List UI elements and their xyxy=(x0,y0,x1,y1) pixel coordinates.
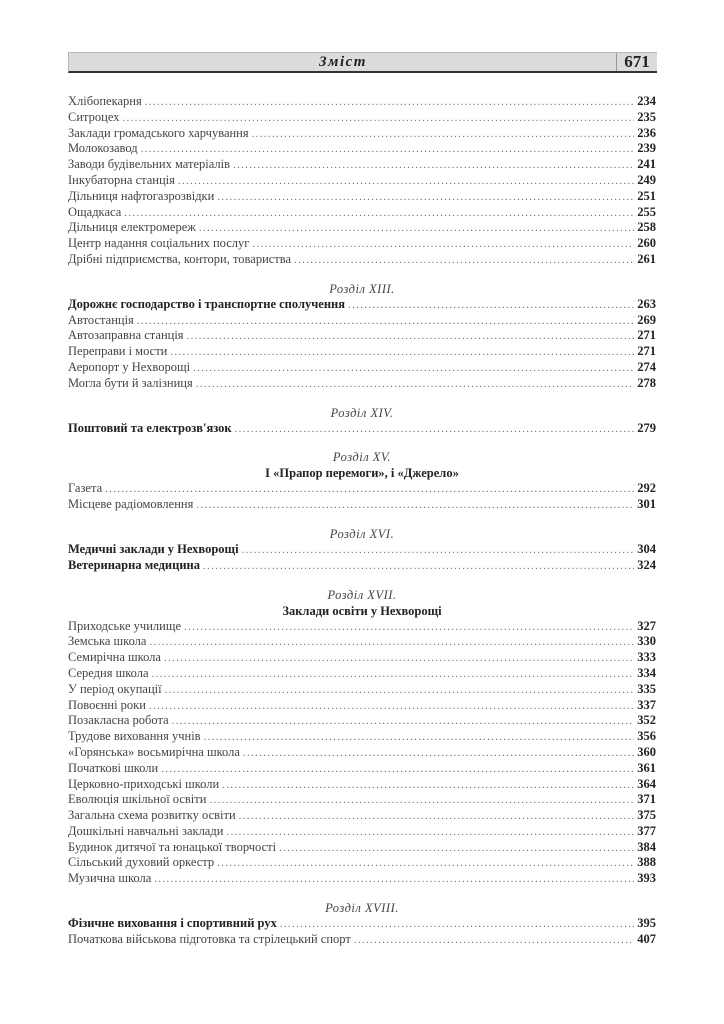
dot-leader xyxy=(279,841,634,856)
toc-entry-page: 269 xyxy=(637,312,656,327)
toc-entry-page: 388 xyxy=(637,855,656,870)
toc-entry-title: Приходське училище xyxy=(68,618,182,633)
toc-entry[interactable] xyxy=(68,666,656,682)
dot-leader xyxy=(149,635,634,650)
toc-entry-page: 263 xyxy=(637,296,656,311)
section-title: І «Прапор перемоги», і «Джерело» xyxy=(265,466,459,481)
toc-section xyxy=(68,281,656,392)
toc-entry-page: 384 xyxy=(637,839,656,854)
toc-entry-title: Еволюція шкільної освіти xyxy=(68,792,207,807)
toc-entry[interactable] xyxy=(68,729,656,745)
toc-entry[interactable] xyxy=(68,619,656,635)
toc-entry-title: Початкові школи xyxy=(68,760,159,775)
section-label: Розділ XVI. xyxy=(329,526,395,541)
toc-entry[interactable] xyxy=(68,745,656,761)
toc-entry-page: 258 xyxy=(637,220,656,235)
toc-entry[interactable] xyxy=(68,141,656,157)
dot-leader xyxy=(145,95,635,110)
toc-entry-title: Центр надання соціальних послуг xyxy=(68,236,250,251)
toc-entry[interactable] xyxy=(68,376,656,392)
toc-entry-page: 393 xyxy=(637,871,656,886)
toc-entry[interactable] xyxy=(68,855,656,871)
toc-entry[interactable] xyxy=(68,650,656,666)
section-label: Розділ XVII. xyxy=(327,587,397,602)
section-label: Розділ XIII. xyxy=(329,281,395,296)
toc-entry[interactable] xyxy=(68,777,656,793)
section-label: Розділ XIV. xyxy=(330,405,394,420)
dot-leader xyxy=(105,482,634,497)
dot-leader xyxy=(196,377,635,392)
toc-entry-page: 334 xyxy=(637,665,656,680)
toc-entry-title: Позакласна робота xyxy=(68,713,169,728)
dot-leader xyxy=(294,253,634,268)
toc-entry-title: Початкова військова підготовка та стрілецький спорт xyxy=(68,931,351,946)
toc-entry-title: Дільниця електромереж xyxy=(68,220,196,235)
toc-entry-page: 335 xyxy=(637,681,656,696)
dot-leader xyxy=(137,314,634,329)
toc-section xyxy=(68,587,656,888)
toc-entry-page: 241 xyxy=(637,157,656,172)
toc-entry-title: Молокозавод xyxy=(68,141,138,156)
toc-entry-page: 234 xyxy=(637,94,656,108)
toc-entry-title: Дошкільні навчальні заклади xyxy=(68,823,224,838)
toc-entry[interactable] xyxy=(68,761,656,777)
toc-entry-page: 249 xyxy=(637,172,656,187)
dot-leader xyxy=(149,699,634,714)
toc-entry-page: 364 xyxy=(637,776,656,791)
toc-entry[interactable] xyxy=(68,360,656,376)
toc-entry-title: Фізичне виховання і спортивний рух xyxy=(68,916,277,931)
toc-entry[interactable] xyxy=(68,824,656,840)
toc-entry[interactable] xyxy=(68,542,656,558)
dot-leader xyxy=(252,237,634,252)
toc-entry-page: 377 xyxy=(637,823,656,838)
toc-entry[interactable] xyxy=(68,634,656,650)
toc-entry-page: 360 xyxy=(637,744,656,759)
toc-entry-title: Хлібопекарня xyxy=(68,94,142,108)
toc-entry-title: Семирічна школа xyxy=(68,650,161,665)
dot-leader xyxy=(141,142,635,157)
dot-leader xyxy=(164,651,634,666)
toc-entry-page: 261 xyxy=(637,251,656,266)
toc-entry-title: Ветеринарна медицина xyxy=(68,557,200,572)
toc-entry-title: Дрібні підприємства, контори, товариства xyxy=(68,251,292,266)
toc-entry-title: Переправи і мости xyxy=(68,344,168,359)
dot-leader xyxy=(154,872,634,887)
toc-section xyxy=(68,405,656,437)
toc-entry[interactable] xyxy=(68,421,656,437)
toc-entry-page: 407 xyxy=(637,931,656,946)
toc-entry-page: 251 xyxy=(637,188,656,203)
toc-entry-page: 239 xyxy=(637,141,656,156)
dot-leader xyxy=(199,221,634,236)
toc-entry[interactable] xyxy=(68,94,656,110)
dot-leader xyxy=(239,809,635,824)
toc-section xyxy=(68,449,656,513)
header-title: Зміст xyxy=(319,54,367,70)
dot-leader xyxy=(165,683,635,698)
toc-entry[interactable] xyxy=(68,682,656,698)
section-label: Розділ XVIII. xyxy=(325,901,399,916)
toc-entry[interactable] xyxy=(68,481,656,497)
toc-entry-title: Земська школа xyxy=(68,634,147,649)
toc-entry-title: Поштовий та електрозв'язок xyxy=(68,420,232,435)
toc-entry-page: 324 xyxy=(637,557,656,572)
dot-leader xyxy=(184,620,634,635)
dot-leader xyxy=(172,714,635,729)
toc-entry[interactable] xyxy=(68,871,656,887)
toc-entry-title: Повоєнні роки xyxy=(68,697,146,712)
toc-entry[interactable] xyxy=(68,220,656,236)
dot-leader xyxy=(354,933,634,948)
toc-entry-title: Газета xyxy=(68,481,103,496)
toc-entry[interactable] xyxy=(68,236,656,252)
toc-entry[interactable] xyxy=(68,344,656,360)
dot-leader xyxy=(124,206,634,221)
toc-entry-page: 327 xyxy=(637,618,656,633)
toc-entry[interactable] xyxy=(68,713,656,729)
toc-entry-page: 375 xyxy=(637,808,656,823)
toc-entry[interactable] xyxy=(68,297,656,313)
toc-entry-title: Аеропорт у Нехворощі xyxy=(68,359,191,374)
toc-entry[interactable] xyxy=(68,328,656,344)
toc-entry-title: Дільниця нафтогазрозвідки xyxy=(68,188,215,203)
toc-entry-page: 337 xyxy=(637,697,656,712)
toc-section xyxy=(68,526,656,574)
toc-entry-title: Середня школа xyxy=(68,665,149,680)
toc-entry-page: 304 xyxy=(637,541,656,556)
toc-entry-title: «Горянська» восьмирічна школа xyxy=(68,744,240,759)
toc-entry-page: 361 xyxy=(637,760,656,775)
dot-leader xyxy=(178,174,634,189)
dot-leader xyxy=(348,298,634,313)
running-header xyxy=(68,52,657,73)
toc-entry-title: У період окупації xyxy=(68,681,162,696)
toc-entry-page: 271 xyxy=(637,344,656,359)
toc-entry[interactable] xyxy=(68,792,656,808)
dot-leader xyxy=(235,422,635,437)
dot-leader xyxy=(187,329,635,344)
dot-leader xyxy=(217,190,634,205)
toc-entry-title: Сільський духовий оркестр xyxy=(68,855,215,870)
toc-entry[interactable] xyxy=(68,205,656,221)
dot-leader xyxy=(226,825,634,840)
dot-leader xyxy=(170,345,634,360)
toc-entry-page: 292 xyxy=(637,481,656,496)
toc-entry-title: Загальна схема розвитку освіти xyxy=(68,808,236,823)
toc-entry-title: Заклади громадського харчування xyxy=(68,125,249,140)
toc-entry-title: Трудове виховання учнів xyxy=(68,729,201,744)
toc-entry-title: Ситроцех xyxy=(68,109,120,124)
toc-entry[interactable] xyxy=(68,932,656,948)
toc-entry-page: 352 xyxy=(637,713,656,728)
dot-leader xyxy=(242,543,635,558)
section-title: Заклади освіти у Нехворощі xyxy=(282,603,442,618)
toc-entry[interactable] xyxy=(68,126,656,142)
table-of-contents xyxy=(68,94,656,948)
toc-entry-page: 278 xyxy=(637,375,656,390)
toc-entry[interactable] xyxy=(68,497,656,513)
toc-entry-title: Церковно-приходські школи xyxy=(68,776,220,791)
toc-entry-page: 255 xyxy=(637,204,656,219)
toc-entry[interactable] xyxy=(68,313,656,329)
toc-entry-page: 236 xyxy=(637,125,656,140)
toc-entry-title: Музична школа xyxy=(68,871,152,886)
toc-entry[interactable] xyxy=(68,558,656,574)
section-label: Розділ XV. xyxy=(332,450,392,465)
toc-entry[interactable] xyxy=(68,252,656,268)
toc-entry-page: 235 xyxy=(637,109,656,124)
toc-entry[interactable] xyxy=(68,110,656,126)
dot-leader xyxy=(122,111,634,126)
toc-entry[interactable] xyxy=(68,173,656,189)
dot-leader xyxy=(217,856,634,871)
dot-leader xyxy=(222,778,634,793)
dot-leader xyxy=(193,361,634,376)
toc-entry-page: 356 xyxy=(637,729,656,744)
toc-entry[interactable] xyxy=(68,916,656,932)
dot-leader xyxy=(233,158,634,173)
toc-entry[interactable] xyxy=(68,698,656,714)
dot-leader xyxy=(243,746,634,761)
toc-entry-page: 330 xyxy=(637,634,656,649)
toc-entry-page: 274 xyxy=(637,359,656,374)
toc-entry-page: 371 xyxy=(637,792,656,807)
dot-leader xyxy=(196,498,634,513)
toc-entry-title: Місцеве радіомовлення xyxy=(68,497,194,512)
toc-entry-title: Автостанція xyxy=(68,312,134,327)
toc-entry-page: 395 xyxy=(637,916,656,931)
toc-entry-title: Дорожнє господарство і транспортне сполучення xyxy=(68,296,346,311)
toc-entry-title: Заводи будівельних матеріалів xyxy=(68,157,230,172)
dot-leader xyxy=(161,762,634,777)
toc-entry-page: 271 xyxy=(637,328,656,343)
toc-entry-title: Ощадкаса xyxy=(68,204,122,219)
toc-entry-page: 333 xyxy=(637,650,656,665)
toc-entry-page: 260 xyxy=(637,236,656,251)
toc-entry[interactable] xyxy=(68,189,656,205)
toc-entry-title: Будинок дитячої та юнацької творчості xyxy=(68,839,277,854)
toc-entry-title: Медичні заклади у Нехворощі xyxy=(68,541,239,556)
dot-leader xyxy=(204,730,635,745)
dot-leader xyxy=(280,917,634,932)
dot-leader xyxy=(203,559,634,574)
toc-entry-title: Інкубаторна станція xyxy=(68,172,175,187)
toc-section xyxy=(68,900,656,948)
toc-entry[interactable] xyxy=(68,157,656,173)
header-page-number: 671 xyxy=(616,53,657,71)
dot-leader xyxy=(209,793,634,808)
dot-leader xyxy=(252,127,635,142)
toc-entry-page: 301 xyxy=(637,497,656,512)
toc-entry[interactable] xyxy=(68,808,656,824)
dot-leader xyxy=(152,667,635,682)
toc-entry-page: 279 xyxy=(637,420,656,435)
toc-entry-title: Могла бути й залізниця xyxy=(68,375,193,390)
toc-entry-title: Автозаправна станція xyxy=(68,328,184,343)
toc-entry[interactable] xyxy=(68,840,656,856)
